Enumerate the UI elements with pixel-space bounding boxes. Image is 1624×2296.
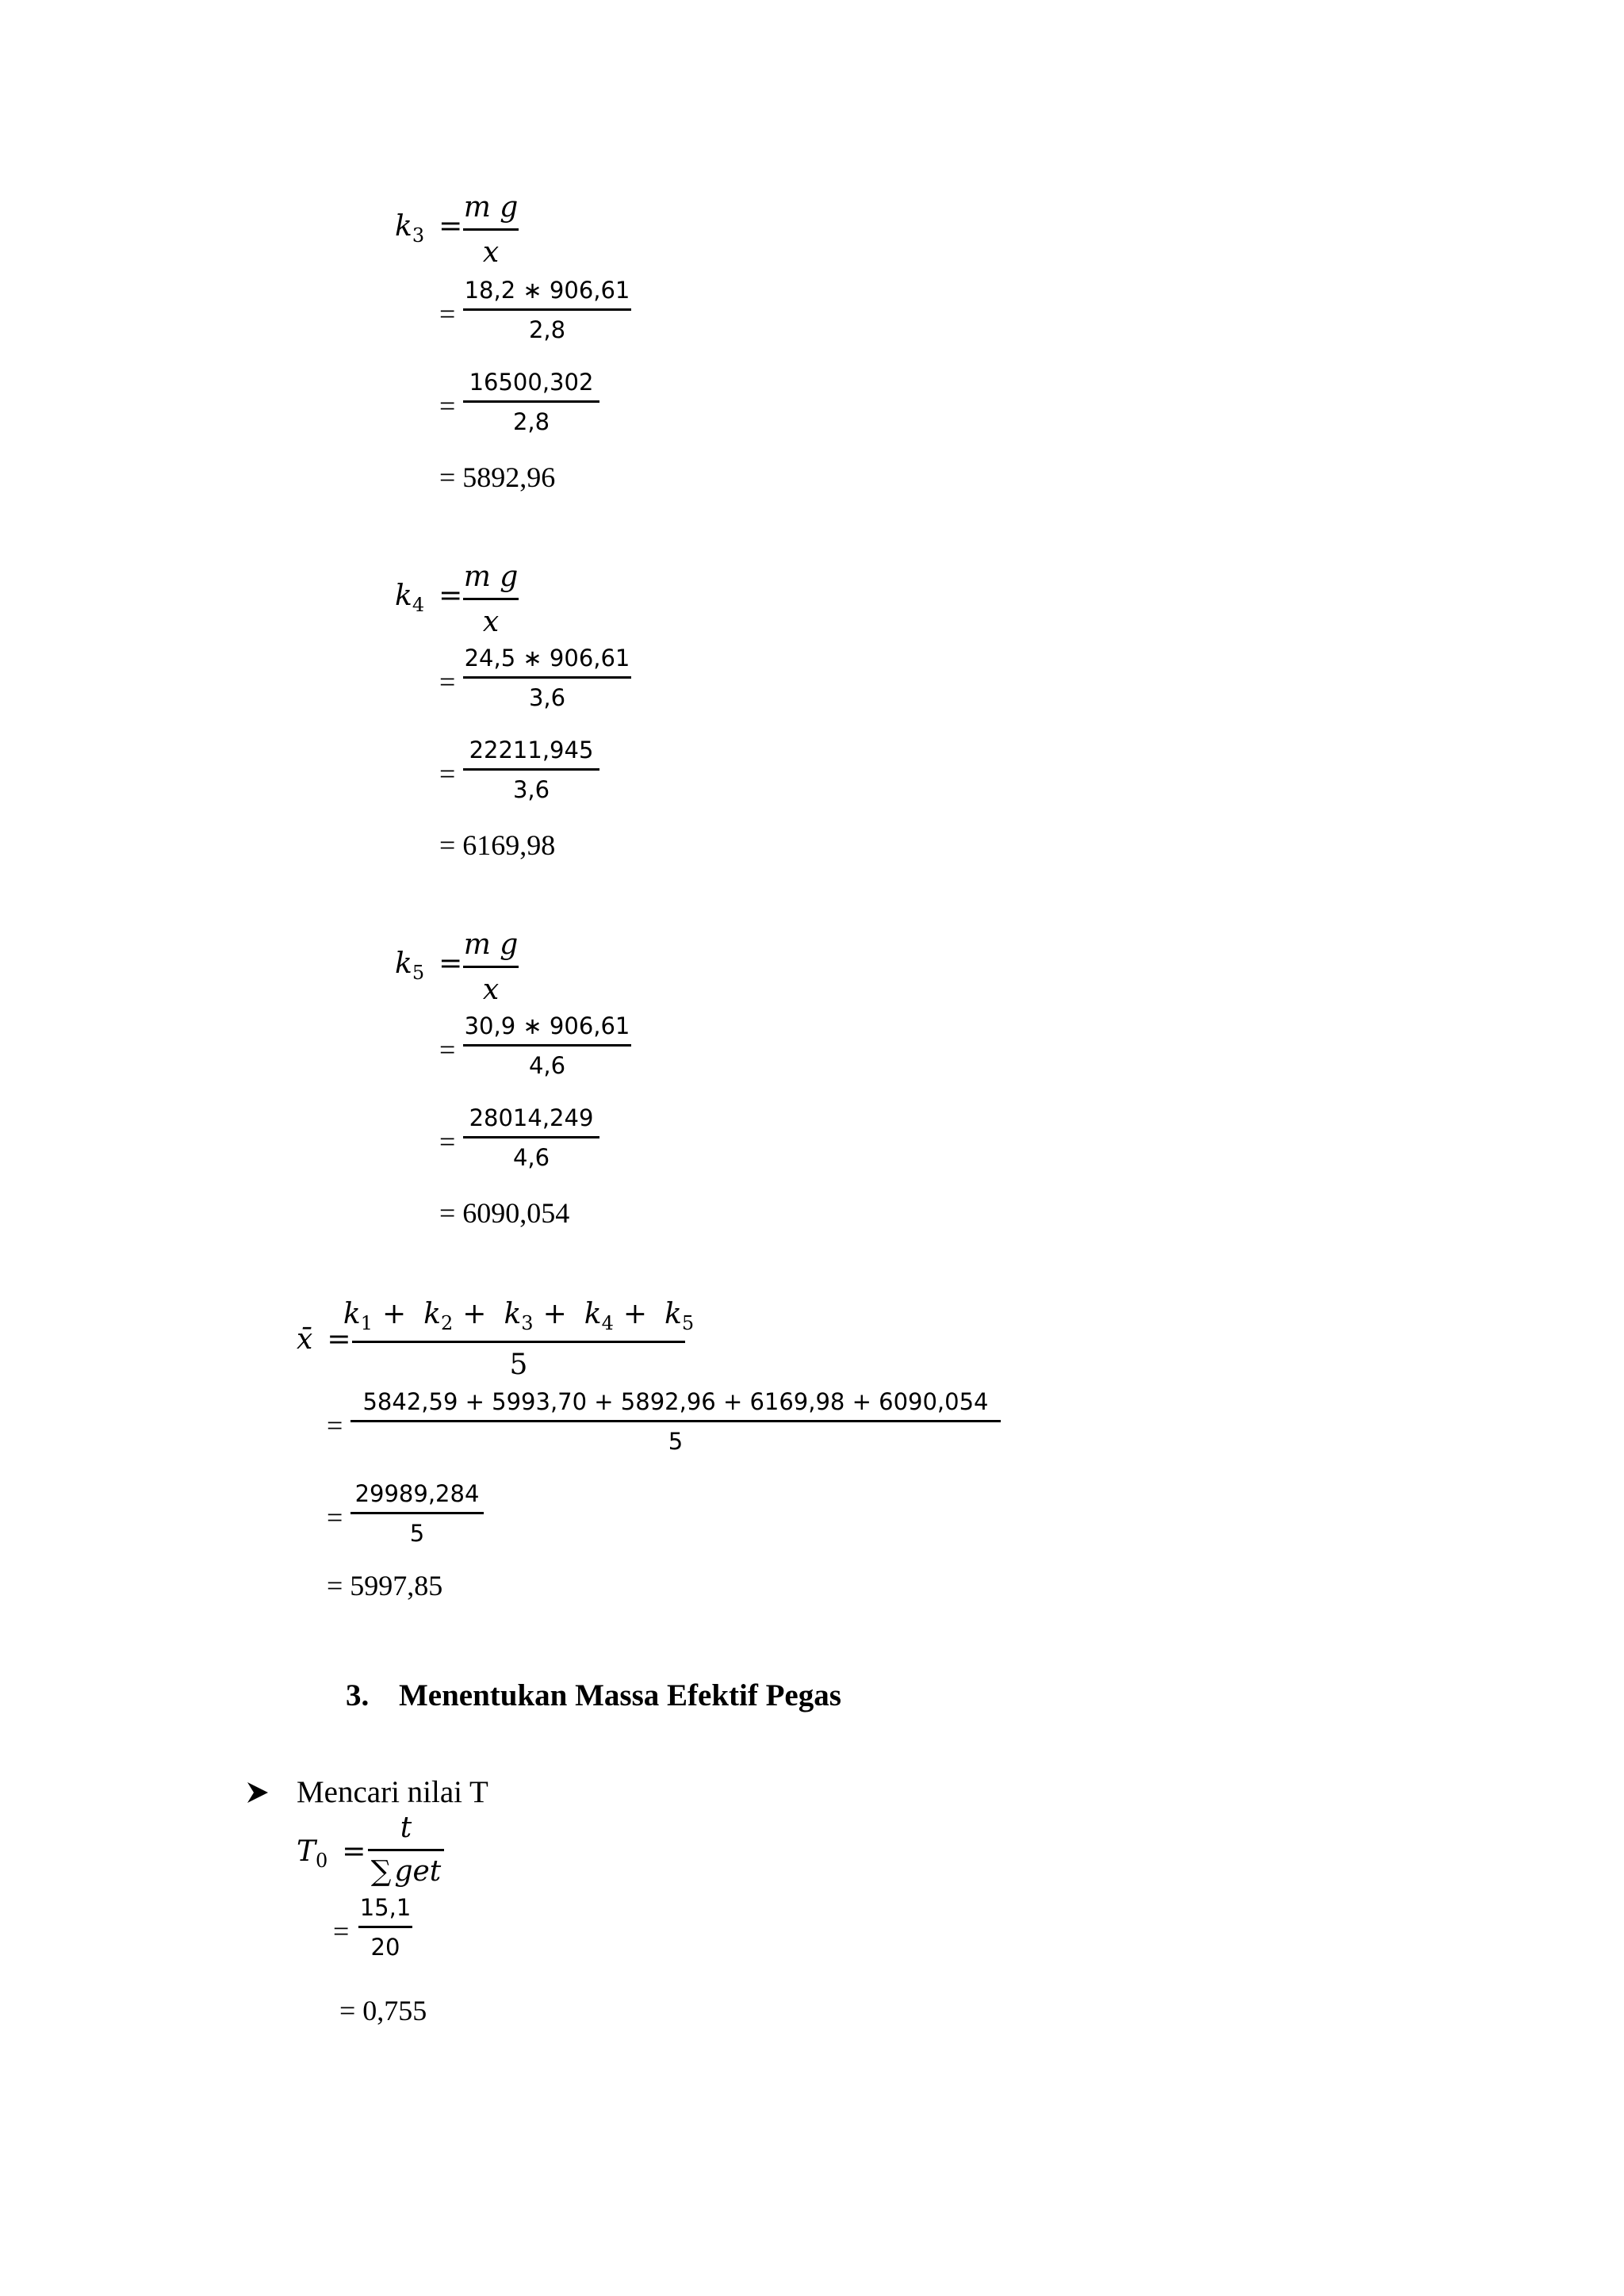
arrow-bullet-icon [246,1781,270,1804]
k4-subscript: 4 [412,594,425,616]
k4-step1-equals: = [439,666,456,698]
period-step1-equals: = [333,1915,350,1947]
section-title: Menentukan Massa Efektif Pegas [399,1678,841,1712]
k5-step2-fraction [463,1104,599,1171]
k5-formula-denominator: x [482,974,500,1006]
plus-sign: + [382,1298,407,1330]
plus-sign: + [622,1298,648,1330]
mean-equals: = [327,1323,351,1356]
fraction-bar [350,1420,1001,1422]
k5-result: = 6090,054 [439,1197,570,1229]
period-subscript: 0 [316,1850,328,1872]
fraction-bar [350,1512,484,1514]
mean-term-k: k [584,1298,602,1330]
fraction-bar [463,1136,599,1138]
section-number: 3. [346,1678,370,1712]
mean-term-subscript: 1 [360,1312,373,1334]
k4-equation [395,582,462,616]
k3-formula-denominator: x [482,236,500,269]
period-step1-numerator: 15,1 [359,1894,412,1921]
period-denominator-var: get [394,1855,442,1888]
k4-formula-fraction [463,563,519,637]
k5-formula-numerator: m g [463,928,519,961]
mean-term-subscript: 2 [441,1312,454,1334]
mean-step1-equals: = [327,1410,343,1441]
k5-var: k [395,947,412,980]
mean-term-k: k [343,1298,361,1330]
fraction-bar [463,400,599,403]
k5-step1-denominator: 4,6 [528,1052,566,1079]
fraction-bar [463,598,519,600]
period-step1-denominator: 20 [370,1934,400,1961]
k4-var: k [395,580,412,612]
k5-step1-numerator: 30,9 ∗ 906,61 [464,1012,630,1039]
k3-equals: = [439,210,463,243]
section-heading [346,1678,841,1713]
sigma-symbol: ∑ [370,1855,392,1888]
mean-term-k: k [423,1298,441,1330]
k3-step2-numerator: 16500,302 [469,369,594,396]
k3-step2-equals: = [439,390,456,422]
period-equals: = [342,1835,366,1868]
mean-step1-fraction [350,1388,1001,1455]
bullet-text: Mencari nilai T [297,1775,488,1809]
k3-formula-fraction [463,193,519,267]
k3-step2-denominator: 2,8 [512,408,550,435]
mean-term-subscript: 5 [681,1312,695,1334]
mean-step2-fraction [350,1480,484,1547]
fraction-bar [463,966,519,968]
fraction-bar [352,1341,685,1343]
k5-step1-fraction [463,1012,631,1079]
period-var: T [297,1835,316,1868]
mean-result: = 5997,85 [327,1570,443,1601]
k3-subscript: 3 [412,224,425,247]
k5-formula-fraction [463,928,519,1006]
period-formula-fraction [368,1814,444,1886]
mean-formula-fraction [343,1298,695,1381]
mean-term-subscript: 4 [601,1312,614,1334]
period-equation [297,1835,366,1872]
plus-sign: + [462,1298,487,1330]
mean-term-k: k [504,1298,522,1330]
fraction-bar [368,1849,444,1851]
k5-subscript: 5 [412,962,425,984]
k3-equation [395,212,462,247]
mean-term-subscript: 3 [521,1312,534,1334]
k3-step1-numerator: 18,2 ∗ 906,61 [464,277,630,304]
mean-step1-numerator: 5842,59 + 5993,70 + 5892,96 + 6169,98 + 6090,054 [362,1388,989,1415]
k3-step1-fraction [463,279,631,342]
k3-step1-equals: = [439,298,456,330]
k3-formula-numerator: m g [463,191,519,224]
mean-formula-denominator: 5 [509,1349,528,1381]
k3-step1-denominator: 2,8 [528,316,566,343]
mean-step2-denominator: 5 [409,1520,425,1547]
mean-step2-equals: = [327,1502,343,1533]
k5-equation [395,947,463,984]
mean-step1-denominator: 5 [668,1428,684,1455]
k5-step2-equals: = [439,1126,456,1158]
bullet-item [246,1774,488,1810]
k5-step2-denominator: 4,6 [512,1144,550,1171]
k4-step2-equals: = [439,758,456,790]
k4-step2-numerator: 22211,945 [469,737,594,763]
k4-step1-denominator: 3,6 [528,684,566,711]
fraction-bar [463,768,599,771]
mean-symbol: x̄ [297,1323,313,1356]
k3-result: = 5892,96 [439,461,556,493]
fraction-bar [463,676,631,679]
fraction-bar [463,228,519,231]
k5-equals: = [439,947,463,980]
k4-step2-denominator: 3,6 [512,776,550,803]
period-result: = 0,755 [339,1995,427,2026]
k4-equals: = [439,580,463,612]
k4-result: = 6169,98 [439,829,556,861]
k4-formula-denominator: x [482,606,500,638]
k4-step2-fraction [463,739,599,802]
mean-formula-numerator [343,1300,694,1334]
period-step1-fraction [358,1896,412,1959]
k3-step2-fraction [463,371,599,434]
period-formula-numerator: t [400,1812,412,1844]
k4-formula-numerator: m g [463,561,519,593]
k5-step2-numerator: 28014,249 [469,1104,594,1131]
mean-term-k: k [665,1298,682,1330]
fraction-bar [463,1044,631,1047]
mean-step2-numerator: 29989,284 [354,1480,480,1507]
fraction-bar [463,308,631,311]
fraction-bar [358,1926,412,1928]
k4-step1-fraction [463,647,631,710]
k5-step1-equals: = [439,1034,456,1066]
k3-var: k [395,210,412,243]
plus-sign: + [542,1298,567,1330]
period-formula-denominator [370,1855,442,1888]
k4-step1-numerator: 24,5 ∗ 906,61 [464,645,630,672]
